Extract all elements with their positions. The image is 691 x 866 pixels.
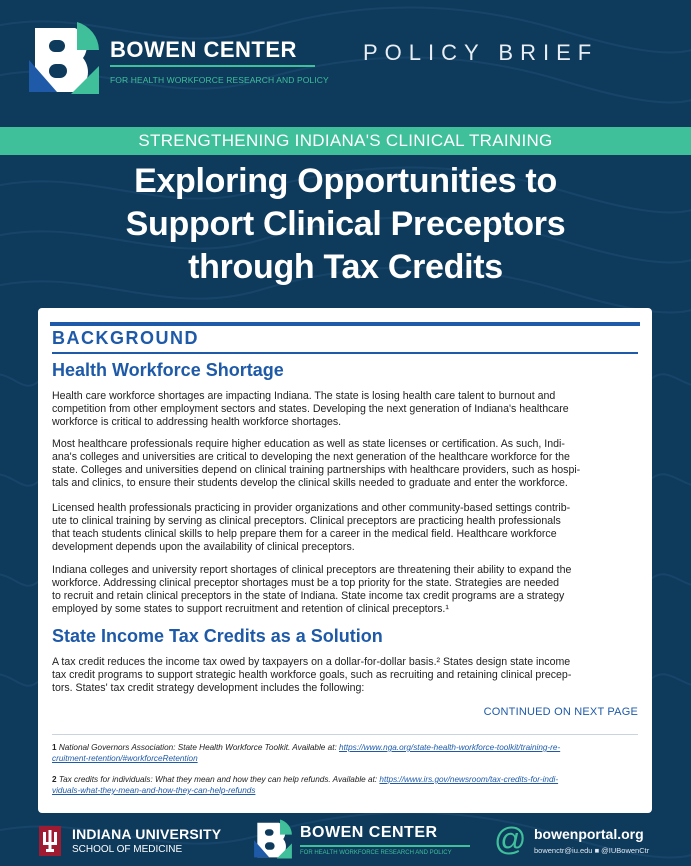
contact-info: bowenctr@iu.edu ■ @IUBowenCtr [534,846,650,855]
footnote: 1 National Governors Association: State Health Workforce Toolkit. Available at: https://www.nga.org/state-health-workforce-toolkit/training-re- cruitment-retention/#workforceRetention [52,743,561,763]
logo-rule [300,845,470,847]
portal-info [534,826,649,855]
paragraph: Licensed health professionals practicing in provider organizations and other community-based settings contrib- ute to clinical training by serving as clinical preceptors. Clinical preceptors are practicing health professionals that teach students clinical skills to help prepare them for a career in the medical field. Healthcare workforce development depends upon the availability of clinical preceptors. [52,502,571,553]
paragraph: Indiana colleges and university report shortages of clinical preceptors are threatening their ability to expand the workforce. Addressing clinical preceptor shortages must be a top priority for the state. Strategies are needed to recruit and retain clinical preceptors in the state of Indiana. State income tax credit programs are a strategy employed by some states to support recruitment and retention of clinical preceptors.¹ [52,564,572,615]
footer [0,818,691,866]
bowen-logo-icon [27,20,101,96]
series-title: STRENGTHENING INDIANA'S CLINICAL TRAINING [138,131,553,150]
footnote-link[interactable]: cruitment-retention/#workforceRetention [52,754,198,763]
iu-name: INDIANA UNIVERSITY [72,826,222,842]
footnote-link[interactable]: viduals-what-they-mean-and-how-they-can-help-refunds [52,786,256,795]
iu-logo-text [72,826,221,855]
paragraph: Health care workforce shortages are impacting Indiana. The state is losing health care talent to burnout and competition from other employment sectors and states. Developing the next generation of Indiana's healthcare workforce is critical to addressing health workforce shortages. [52,390,569,428]
org-subtitle: FOR HEALTH WORKFORCE RESEARCH AND POLICY [300,849,452,856]
footnote-divider [52,734,638,735]
bowen-footer-logo-text [300,824,470,856]
org-name: BOWEN CENTER [300,824,438,841]
paragraph: A tax credit reduces the income tax owed by taxpayers on a dollar-for-dollar basis.² States design state income tax credit programs to support strategic health workforce goals, such as recruiting and retaining clinical precep- tors. States' tax credit strategy development includes the following: [52,656,572,694]
continued-link[interactable]: CONTINUED ON NEXT PAGE [483,706,638,718]
iu-school: SCHOOL OF MEDICINE [72,844,183,855]
background-rule [52,352,638,354]
footnote: 2 Tax credits for individuals: What they mean and how they can help refunds. Available at: https://www.irs.gov/newsroom/tax-credits-for-indi- viduals-what-they-mean-and-how-they-can-help-refunds [52,775,559,795]
content-card [38,308,652,813]
background-heading: BACKGROUND [52,328,199,348]
paragraph: Most healthcare professionals require higher education as well as state licenses or certification. As such, Indi- ana's colleges and universities are critical to developing the next generation of the healthcare workforce for the state. Colleges and universities depend on clinical training partnerships with healthcare providers, such as hospi- tals and clinics, to ensure their students develop the clinical skills needed to graduate and enter the workforce. [52,438,581,489]
card-top-rule [50,322,640,326]
logo-rule [110,65,315,67]
org-subtitle: FOR HEALTH WORKFORCE RESEARCH AND POLICY [110,75,329,85]
title-line: Exploring Opportunities to [134,162,557,200]
at-sign-icon: @ [494,821,527,857]
footnote-link[interactable]: https://www.irs.gov/newsroom/tax-credits-for-indi- [379,775,559,784]
title-line: Support Clinical Preceptors [125,205,566,243]
portal-link[interactable]: bowenportal.org [534,826,644,842]
bowen-logo-icon [253,818,293,860]
bowen-logo-text [110,37,329,85]
series-band [0,127,691,155]
section-heading: Health Workforce Shortage [52,360,284,380]
title-line: through Tax Credits [188,248,503,286]
document-type: POLICY BRIEF [363,40,599,65]
footnote-link[interactable]: https://www.nga.org/state-health-workforce-toolkit/training-re- [339,743,561,752]
header [0,0,691,125]
section-heading: State Income Tax Credits as a Solution [52,626,383,646]
iu-trident-icon [39,826,61,856]
main-title [0,160,691,289]
org-name: BOWEN CENTER [110,37,297,62]
